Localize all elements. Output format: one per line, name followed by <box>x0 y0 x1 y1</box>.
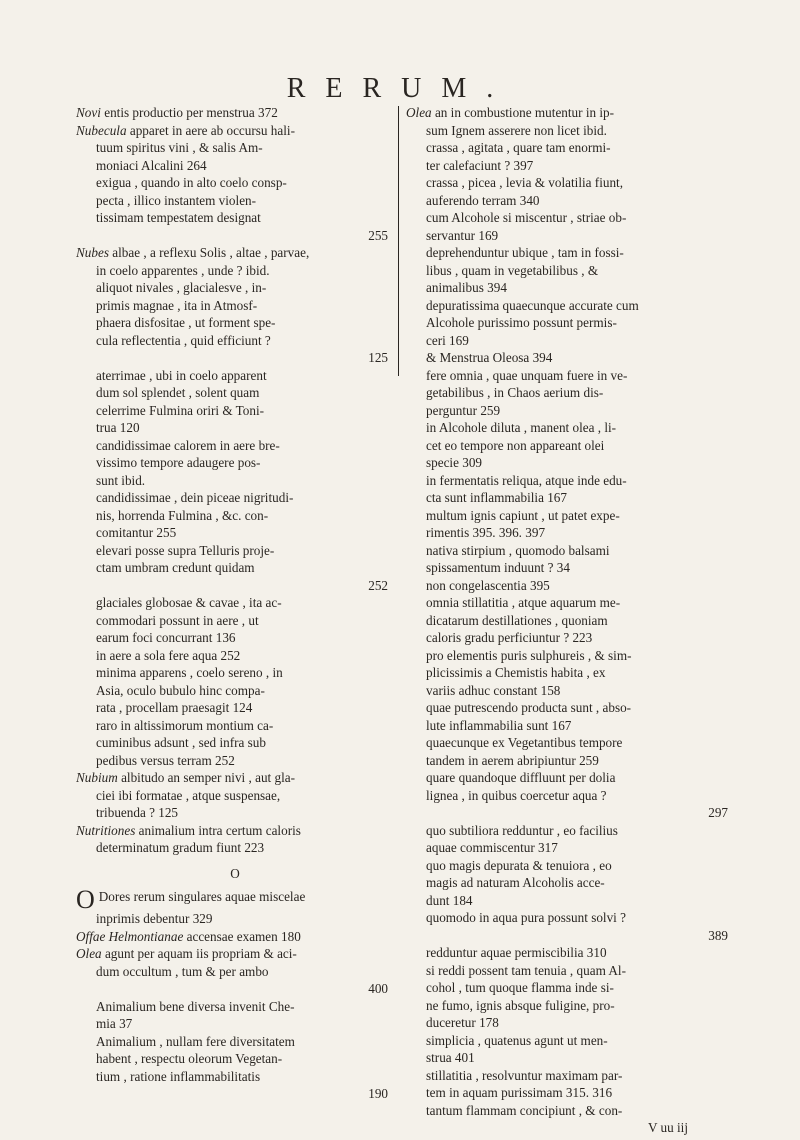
index-line: aquae commiscentur 317 <box>426 840 558 855</box>
page-reference: 125 <box>368 350 388 365</box>
index-line: tandem in aerem abripiuntur 259 <box>426 752 599 768</box>
index-line: Offae Helmontianae accensae examen 180 <box>76 928 301 944</box>
column-divider <box>398 106 399 376</box>
index-line: tem in aquam purissimam 315. 316 <box>426 1085 613 1100</box>
index-line: in fermentatis reliqua, atque inde edu- <box>426 472 627 488</box>
index-lemma: Offae Helmontianae <box>76 928 184 944</box>
index-line: in coelo apparentes , unde ? ibid. <box>96 262 270 278</box>
index-line: quo subtiliora redduntur , eo facilius <box>426 822 618 838</box>
index-line: glaciales globosae & cavae , ita ac- <box>96 595 282 610</box>
index-line: Nubes albae , a reflexu Solis , altae , parvae, <box>76 245 310 260</box>
index-line: duceretur 178 <box>426 1015 499 1030</box>
index-line: ne fumo, ignis absque fuligine, pro- <box>426 997 615 1013</box>
index-line: simplicia , quatenus agunt ut men- <box>426 1032 608 1048</box>
index-lemma: Nubium <box>76 770 118 785</box>
index-line: lignea , in quibus coercetur aqua ? <box>426 787 607 803</box>
right-column <box>406 104 734 1137</box>
index-line: rata , procellam praesagit 124 <box>96 700 253 715</box>
index-line: V uu iij <box>647 1120 688 1135</box>
index-line: tuum spiritus vini , & salis Am- <box>96 140 263 155</box>
index-line: candidissimae , dein piceae nigritudi- <box>96 490 294 505</box>
index-line: specie 309 <box>426 455 483 470</box>
index-line: Alcohole purissimo possunt permis- <box>426 315 617 330</box>
index-lemma: Nutritiones <box>76 822 136 838</box>
index-line: cohol , tum quoque flamma inde si- <box>426 980 614 995</box>
index-line: pedibus versus terram 252 <box>96 752 235 768</box>
index-line: omnia stillatitia , atque aquarum me- <box>426 595 621 610</box>
index-line: multum ignis capiunt , ut patet expe- <box>426 507 620 523</box>
index-line: Nutritiones animalium intra certum caloris <box>76 822 301 838</box>
index-line: dum sol splendet , solent quam <box>96 385 260 400</box>
index-line: cuminibus adsunt , sed infra sub <box>96 735 266 750</box>
page-reference: 389 <box>708 927 728 943</box>
index-line: strua 401 <box>426 1050 475 1065</box>
index-line: moniaci Alcalini 264 <box>96 157 207 173</box>
index-line: tium , ratione inflammabilitatis <box>96 1068 261 1084</box>
index-line: primis magnae , ita in Atmosf- <box>96 297 258 313</box>
index-line: quae putrescendo producta sunt , abso- <box>426 700 632 715</box>
index-line: commodari possunt in aere , ut <box>96 612 259 628</box>
index-line: rimentis 395. 396. 397 <box>426 525 546 540</box>
running-header: RERUM. <box>286 73 514 104</box>
index-line: comitantur 255 <box>96 525 177 540</box>
index-line: Nubecula apparet in aere ab occursu hali- <box>76 122 295 138</box>
index-line: spissamentum induunt ? 34 <box>426 560 570 575</box>
index-line: in Alcohole diluta , manent olea , li- <box>426 420 617 435</box>
index-line: mia 37 <box>96 1016 133 1031</box>
index-line: aterrimae , ubi in coelo apparent <box>96 367 267 383</box>
index-lemma: Nubecula <box>76 122 127 138</box>
index-line: cta sunt inflammabilia 167 <box>426 490 567 505</box>
index-line: ciei ibi formatae , atque suspensae, <box>96 787 281 803</box>
page-reference: 255 <box>368 227 388 243</box>
index-line: nis, horrenda Fulmina , &c. con- <box>96 507 269 523</box>
index-line: getabilibus , in Chaos aerium dis- <box>426 385 604 400</box>
index-line: crassa , agitata , quare tam enormi- <box>426 140 611 155</box>
index-line: auferendo terram 340 <box>426 192 540 208</box>
page-reference: 252 <box>368 577 388 593</box>
index-line: pecta , illico instantem violen- <box>96 192 257 208</box>
index-line: dicatarum destillationes , quoniam <box>426 612 608 628</box>
index-line: ctam umbram credunt quidam <box>96 560 255 575</box>
index-line: elevari posse supra Telluris proje- <box>96 542 275 558</box>
index-line: Asia, oculo bubulo hinc compa- <box>96 682 265 698</box>
index-line: cum Alcohole si miscentur , striae ob- <box>426 210 627 225</box>
index-line: caloris gradu perficiuntur ? 223 <box>426 630 593 645</box>
index-line: habent , respectu oleorum Vegetan- <box>96 1051 283 1066</box>
index-line: candidissimae calorem in aere bre- <box>96 437 280 453</box>
index-line: Animalium bene diversa invenit Che- <box>96 998 295 1014</box>
page-reference: 297 <box>708 805 728 820</box>
index-line: dum occultum , tum & per ambo <box>96 963 269 979</box>
drop-cap: O <box>76 888 95 910</box>
index-line: animalibus 394 <box>426 280 507 295</box>
index-line: cet eo tempore non appareant olei <box>426 437 605 453</box>
index-line: deprehenduntur ubique , tam in fossi- <box>426 245 624 260</box>
index-line: quare quandoque diffluunt per dolia <box>426 770 616 785</box>
index-line: inprimis debentur 329 <box>96 911 213 926</box>
index-line: minima apparens , coelo sereno , in <box>96 665 283 680</box>
index-line: tissimam tempestatem designat <box>96 210 261 225</box>
index-line: Nubium albitudo an semper nivi , aut gla- <box>76 770 296 785</box>
index-line: Olea an in combustione mutentur in ip- <box>406 105 615 120</box>
index-line: vissimo tempore adaugere pos- <box>96 455 261 470</box>
index-line: sunt ibid. <box>96 472 146 488</box>
left-column <box>76 104 394 1103</box>
index-line: quo magis depurata & tenuiora , eo <box>426 857 612 873</box>
index-line: O Dores rerum singulares aquae miscelae <box>76 888 306 910</box>
index-line: servantur 169 <box>426 227 499 243</box>
index-line: Animalium , nullam fere diversitatem <box>96 1033 295 1049</box>
index-line: exigua , quando in alto coelo consp- <box>96 175 287 190</box>
index-line: variis adhuc constant 158 <box>426 682 561 698</box>
index-line: trua 120 <box>96 420 140 435</box>
index-lemma: Olea <box>76 946 102 961</box>
index-line: non congelascentia 395 <box>426 577 550 593</box>
index-line: ceri 169 <box>426 332 469 348</box>
index-line: quaecunque ex Vegetantibus tempore <box>426 735 623 750</box>
index-line: fere omnia , quae unquam fuere in ve- <box>426 367 628 383</box>
index-line: raro in altissimorum montium ca- <box>96 717 274 733</box>
index-line: perguntur 259 <box>426 402 501 418</box>
index-line: aliquot nivales , glacialesve , in- <box>96 280 267 295</box>
index-line: determinatum gradum fiunt 223 <box>96 840 265 855</box>
page-reference: 190 <box>368 1086 388 1101</box>
index-line: celerrime Fulmina oriri & Toni- <box>96 402 265 418</box>
index-lemma: Nubes <box>76 245 109 260</box>
index-line: Novi entis productio per menstrua 372 <box>76 105 278 120</box>
index-line: in aere a sola fere aqua 252 <box>96 647 241 663</box>
index-line: tribuenda ? 125 <box>96 805 179 820</box>
index-line: phaera disfositae , ut forment spe- <box>96 315 276 330</box>
index-line: lute inflammabilia sunt 167 <box>426 717 572 733</box>
section-letter: O <box>230 865 240 881</box>
index-line: earum foci concurrant 136 <box>96 630 236 645</box>
index-line: ter calefaciunt ? 397 <box>426 157 534 173</box>
index-lemma: Olea <box>406 105 432 120</box>
index-line: stillatitia , resolvuntur maximam par- <box>426 1067 623 1083</box>
index-line: redduntur aquae permiscibilia 310 <box>426 945 607 960</box>
index-lemma: Novi <box>76 105 101 120</box>
index-line: libus , quam in vegetabilibus , & <box>426 262 599 278</box>
index-line: cula reflectentia , quid efficiunt ? <box>96 332 271 348</box>
index-line: depuratissima quaecunque accurate cum <box>426 297 639 313</box>
index-line: sum Ignem asserere non licet ibid. <box>426 122 607 138</box>
index-line: tantum flammam concipiunt , & con- <box>426 1102 623 1118</box>
index-line: pro elementis puris sulphureis , & sim- <box>426 647 632 663</box>
index-line: quomodo in aqua pura possunt solvi ? <box>426 910 626 925</box>
index-line: dunt 184 <box>426 892 473 908</box>
index-line: nativa stirpium , quomodo balsami <box>426 542 610 558</box>
index-line: plicissimis a Chemistis habita , ex <box>426 665 606 680</box>
index-line: Olea agunt per aquam iis propriam & aci- <box>76 946 297 961</box>
index-line: si reddi possent tam tenuia , quam Al- <box>426 962 626 978</box>
index-line: & Menstrua Oleosa 394 <box>426 350 553 365</box>
index-line: crassa , picea , levia & volatilia fiunt, <box>426 175 624 190</box>
index-line: magis ad naturam Alcoholis acce- <box>426 875 605 890</box>
page-reference: 400 <box>368 981 388 996</box>
